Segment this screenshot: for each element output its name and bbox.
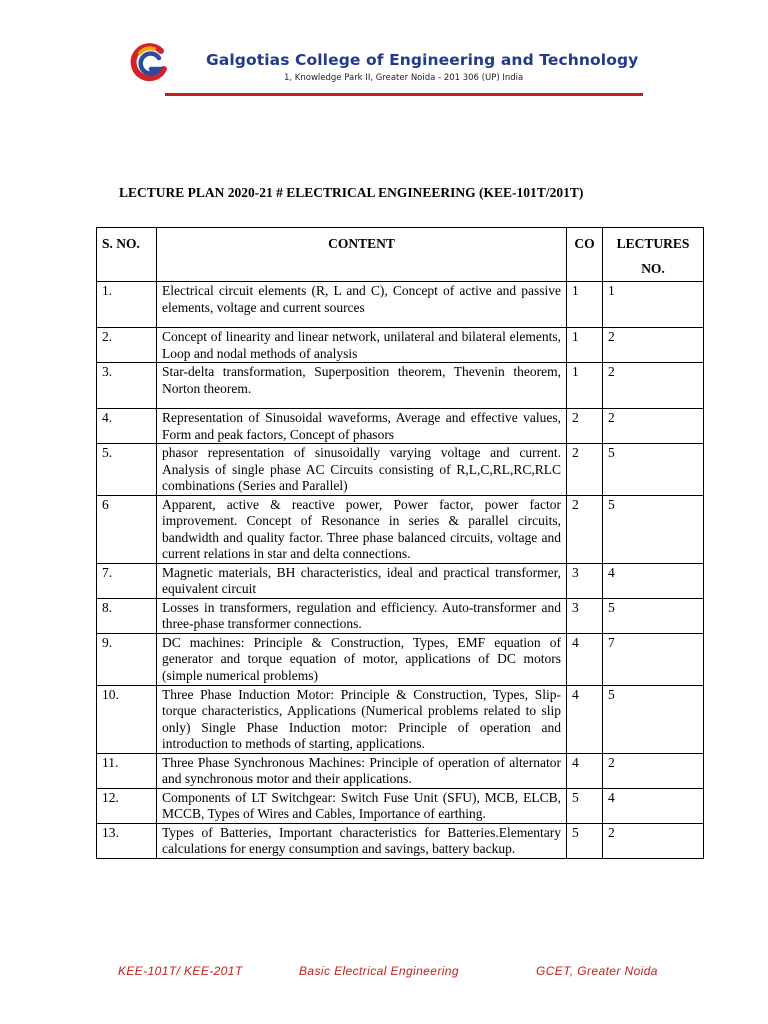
- row-co: 4: [567, 753, 603, 788]
- page-header: [128, 40, 642, 96]
- row-co: 3: [567, 563, 603, 598]
- row-co: 2: [567, 409, 603, 444]
- table-row: [97, 363, 704, 409]
- row-sno: 4.: [97, 409, 157, 444]
- row-sno: 1.: [97, 282, 157, 328]
- row-lectures: 5: [603, 598, 704, 633]
- lecture-plan-table: [96, 227, 704, 859]
- row-content: Losses in transformers, regulation and efficiency. Auto-transformer and three-phase transformer connections.: [157, 598, 567, 633]
- row-content: Magnetic materials, BH characteristics, ideal and practical transformer, equivalent circuit: [157, 563, 567, 598]
- table-row: [97, 685, 704, 753]
- row-content: Components of LT Switchgear: Switch Fuse Unit (SFU), MCB, ELCB, MCCB, Types of Wires and Cables, Importance of earthing.: [157, 788, 567, 823]
- table-row: [97, 409, 704, 444]
- row-co: 1: [567, 363, 603, 409]
- table-row: [97, 282, 704, 328]
- row-lectures: 2: [603, 823, 704, 858]
- college-address: 1, Knowledge Park II, Greater Noida - 201 306 (UP) India: [284, 73, 524, 83]
- row-lectures: 2: [603, 753, 704, 788]
- row-lectures: 4: [603, 563, 704, 598]
- row-lectures: 4: [603, 788, 704, 823]
- row-sno: 12.: [97, 788, 157, 823]
- table-row: [97, 788, 704, 823]
- row-sno: 13.: [97, 823, 157, 858]
- table-row: [97, 328, 704, 363]
- row-content: Three Phase Synchronous Machines: Principle of operation of alternator and synchronous motor and their applications.: [157, 753, 567, 788]
- table-row: [97, 598, 704, 633]
- row-lectures: 5: [603, 495, 704, 563]
- row-content: Representation of Sinusoidal waveforms, Average and effective values, Form and peak factors, Concept of phasors: [157, 409, 567, 444]
- row-sno: 8.: [97, 598, 157, 633]
- document-title: LECTURE PLAN 2020-21 # ELECTRICAL ENGINEERING (KEE-101T/201T): [119, 185, 584, 200]
- row-lectures: 2: [603, 363, 704, 409]
- row-content: DC machines: Principle & Construction, Types, EMF equation of generator and torque equation of motor, applications of DC motors (simple numerical problems): [157, 633, 567, 685]
- row-content: Star-delta transformation, Superposition theorem, Thevenin theorem, Norton theorem.: [157, 363, 567, 409]
- row-lectures: 5: [603, 444, 704, 496]
- row-lectures: 7: [603, 633, 704, 685]
- row-content: Electrical circuit elements (R, L and C), Concept of active and passive elements, voltage and current sources: [157, 282, 567, 328]
- table-row: [97, 823, 704, 858]
- header-co: CO: [567, 228, 603, 282]
- row-lectures: 2: [603, 409, 704, 444]
- row-lectures: 5: [603, 685, 704, 753]
- row-sno: 7.: [97, 563, 157, 598]
- header-divider: [165, 93, 643, 96]
- row-content: phasor representation of sinusoidally varying voltage and current. Analysis of single phase AC Circuits consisting of R,L,C,RL,RC,RLC combinations (Series and Parallel): [157, 444, 567, 496]
- header-sno: S. NO.: [97, 228, 157, 282]
- college-name: Galgotias College of Engineering and Technology: [206, 51, 639, 69]
- row-sno: 9.: [97, 633, 157, 685]
- table-header-row: [97, 228, 704, 282]
- row-co: 1: [567, 328, 603, 363]
- row-content: Apparent, active & reactive power, Power factor, power factor improvement. Concept of Resonance in series & parallel circuits, bandwidth and quality factor. Three phase balanced circuits, voltage and current relations in star and delta connections.: [157, 495, 567, 563]
- row-sno: 5.: [97, 444, 157, 496]
- row-lectures: 2: [603, 328, 704, 363]
- table-row: [97, 633, 704, 685]
- table-row: [97, 444, 704, 496]
- row-co: 3: [567, 598, 603, 633]
- row-sno: 2.: [97, 328, 157, 363]
- row-lectures: 1: [603, 282, 704, 328]
- header-content: CONTENT: [157, 228, 567, 282]
- footer-course-name: Basic Electrical Engineering: [299, 964, 459, 978]
- row-co: 5: [567, 788, 603, 823]
- row-sno: 10.: [97, 685, 157, 753]
- row-content: Types of Batteries, Important characteristics for Batteries.Elementary calculations for energy consumption and savings, battery backup.: [157, 823, 567, 858]
- row-sno: 11.: [97, 753, 157, 788]
- table-row: [97, 753, 704, 788]
- college-logo-icon: [128, 42, 170, 84]
- table-row: [97, 563, 704, 598]
- footer-institution: GCET, Greater Noida: [536, 964, 658, 978]
- row-content: Concept of linearity and linear network, unilateral and bilateral elements, Loop and nodal methods of analysis: [157, 328, 567, 363]
- footer-course-code: KEE-101T/ KEE-201T: [118, 964, 243, 978]
- row-sno: 6: [97, 495, 157, 563]
- row-co: 4: [567, 633, 603, 685]
- row-co: 2: [567, 444, 603, 496]
- row-co: 5: [567, 823, 603, 858]
- table-row: [97, 495, 704, 563]
- header-lectures: LECTURES NO.: [603, 228, 704, 282]
- row-co: 4: [567, 685, 603, 753]
- row-co: 1: [567, 282, 603, 328]
- row-sno: 3.: [97, 363, 157, 409]
- row-content: Three Phase Induction Motor: Principle & Construction, Types, Slip-torque characteristics, Applications (Numerical problems related to slip only) Single Phase Induction motor: Principle of operation and introduction to methods of starting, applications.: [157, 685, 567, 753]
- row-co: 2: [567, 495, 603, 563]
